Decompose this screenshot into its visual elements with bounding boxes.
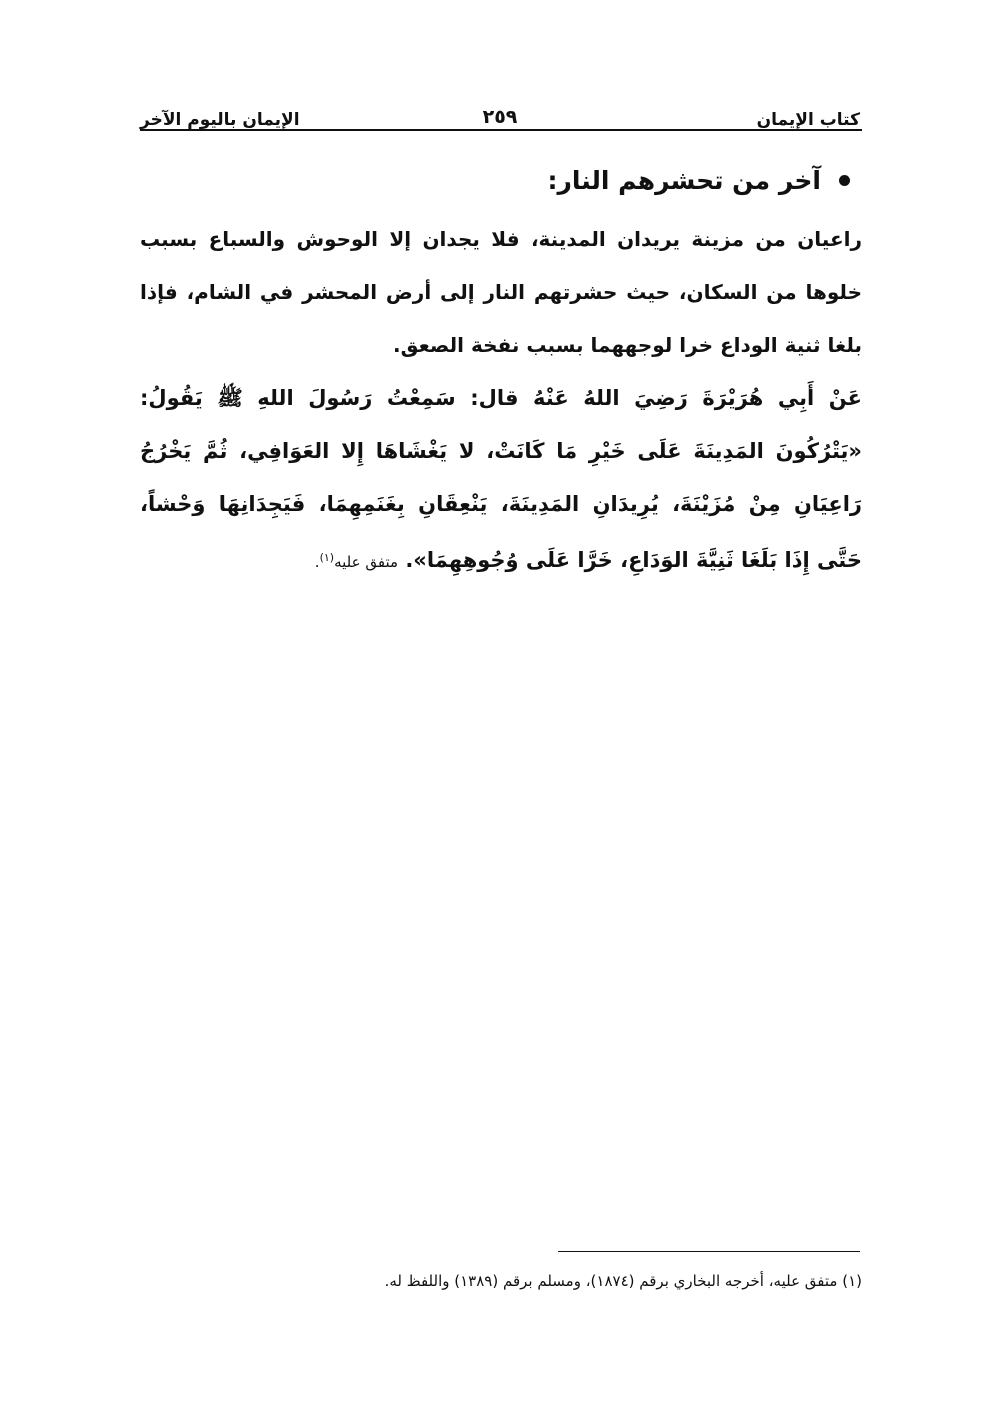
attribution-period: . — [314, 553, 320, 571]
chapter-title: الإيمان باليوم الآخر — [140, 110, 300, 130]
book-title: كتاب الإيمان — [756, 110, 860, 130]
hadith-text: عَنْ أَبِي هُرَيْرَةَ رَضِيَ اللهُ عَنْهُ قال: سَمِعْتُ رَسُولَ اللهِ ﷺ يَقُولُ: «يَتْرُكُونَ المَدِينَةَ عَلَى خَيْرِ مَا كَانَتْ، لا يَغْشَاهَا إِلا العَوَافِي، ثُمَّ يَخْرُجُ رَاعِيَانِ مِنْ مُزَيْنَةَ، يُرِيدَانِ المَدِينَةَ، يَنْعِقَانِ بِغَنَمِهِمَا، فَيَجِدَانِهَا وَحْشاً، حَتَّى إِذَا بَلَغَا ثَنِيَّةَ الوَدَاعِ، خَرَّا عَلَى وُجُوهِهِمَا». — [140, 386, 862, 572]
section-heading — [140, 166, 862, 195]
main-content — [140, 160, 862, 589]
hadith-attribution — [315, 553, 398, 571]
section-heading-text: آخر من تحشرهم النار: — [547, 166, 821, 195]
hadith-paragraph — [140, 372, 862, 589]
attribution-text: متفق عليه — [334, 553, 399, 571]
running-header — [140, 100, 860, 130]
header-rule — [140, 129, 862, 131]
footnote-reference: (١) — [319, 551, 335, 564]
page-number: ٢٥٩ — [482, 106, 518, 128]
footnote-rule — [558, 1251, 860, 1252]
explanation-paragraph: راعيان من مزينة يريدان المدينة، فلا يجدان إلا الوحوش والسباع بسبب خلوها من السكان، حيث حشرتهم النار إلى أرض المحشر في الشام، فإذا بلغا ثنية الوداع خرا لوجههما بسبب نفخة الصعق. — [140, 227, 862, 357]
footnote: (١) متفق عليه، أخرجه البخاري برقم (١٨٧٤)، ومسلم برقم (١٣٨٩) واللفظ له. — [384, 1272, 862, 1290]
bullet-icon — [839, 175, 850, 186]
